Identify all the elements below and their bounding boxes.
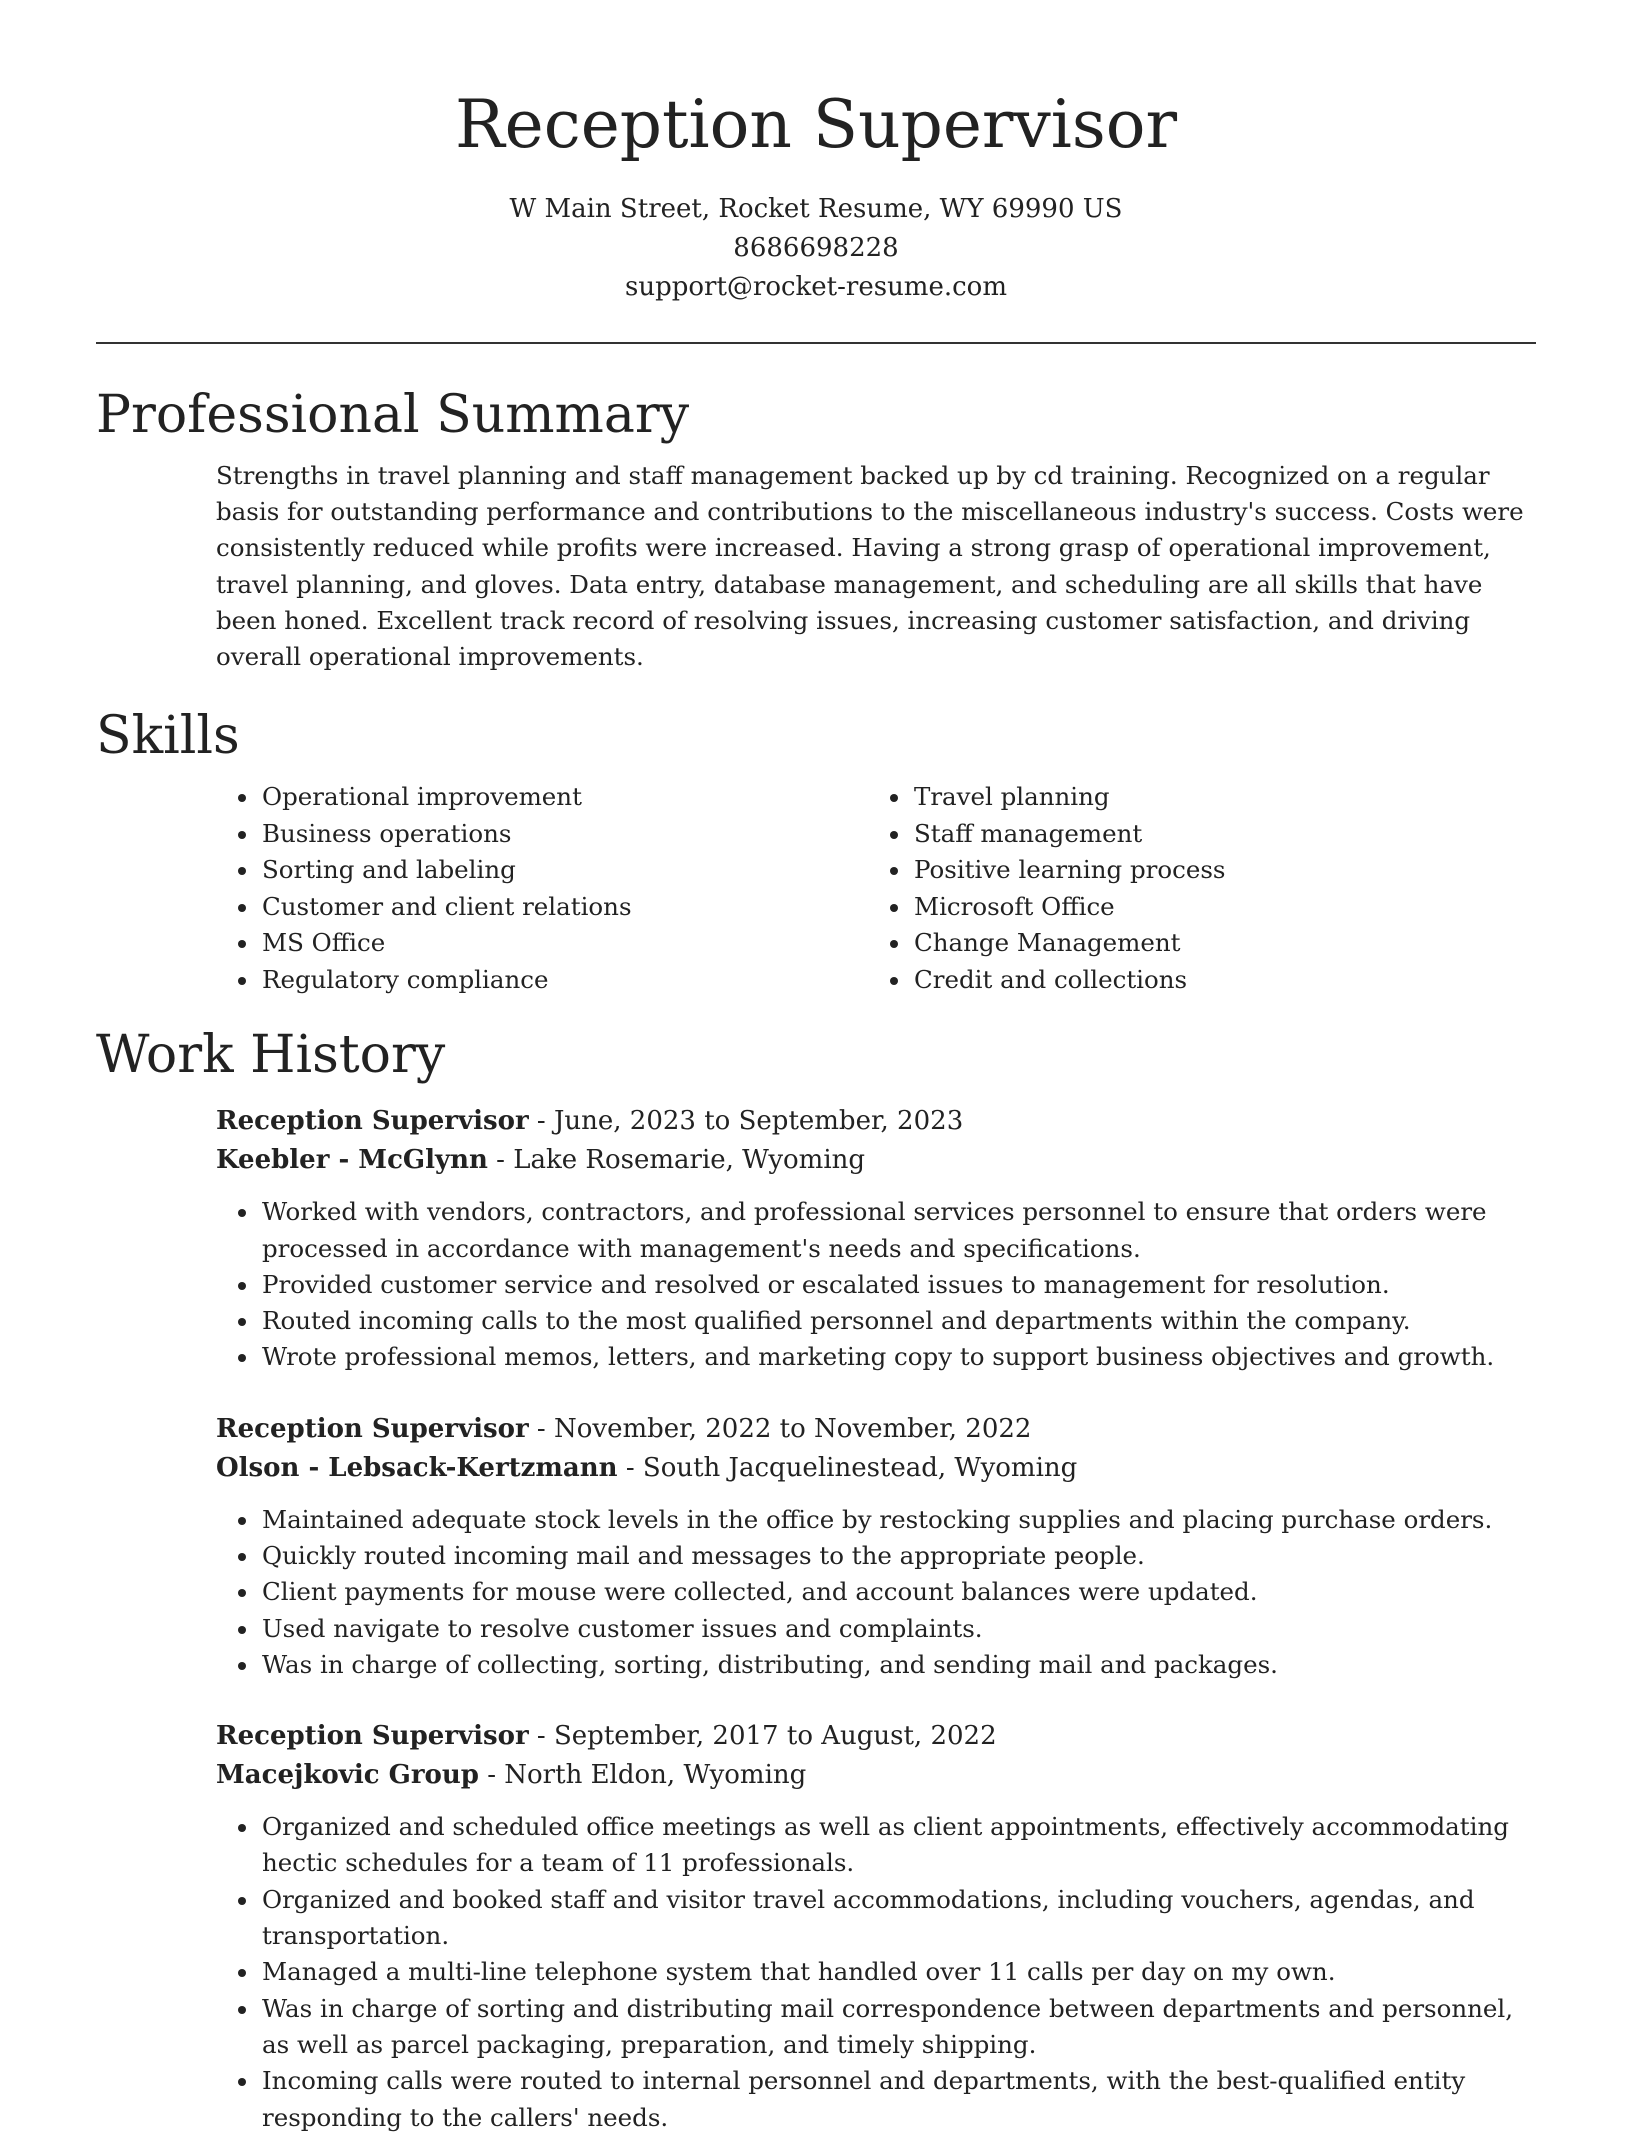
contact-email: support@rocket-resume.com (624, 272, 1007, 302)
job-company: Macejkovic Group (216, 1760, 479, 1791)
summary-heading: Professional Summary (96, 385, 690, 445)
skills-grid (216, 779, 1536, 998)
job-bullet: • Organized and booked staff and visitor travel accommodations, including vouchers, agendas, and transportation. (260, 1882, 1536, 1955)
job-location: - South Jacquelinestead, Wyoming (617, 1452, 1078, 1483)
job-bullet: • Used navigate to resolve customer issues and complaints. (260, 1611, 1536, 1647)
job-company: Keebler - McGlynn (216, 1145, 488, 1176)
job-dates: - November, 2022 to November, 2022 (528, 1413, 1032, 1444)
job-bullet: • Managed a multi-line telephone system that handled over 11 calls per day on my own. (260, 1954, 1536, 1990)
skill-item: • Operational improvement (260, 779, 868, 816)
job-location: - North Eldon, Wyoming (478, 1760, 807, 1791)
skills-heading: Skills (96, 706, 240, 767)
job-bullet: • Was in charge of collecting, sorting, distributing, and sending mail and packages. (260, 1647, 1536, 1683)
skill-item: • Travel planning (912, 779, 1520, 816)
job-role: Reception Supervisor (216, 1413, 529, 1444)
job-bullets (216, 1502, 1536, 1683)
job-entry (216, 1717, 1536, 2136)
job-bullet: • Routed incoming calls to the most qualified personnel and departments within the company. (260, 1303, 1536, 1339)
skill-item: • Credit and collections (912, 962, 1520, 999)
job-bullet: • Was in charge of sorting and distributing mail correspondence between departments and personnel, as well as parcel packaging, preparation, and timely shipping. (260, 1991, 1536, 2064)
job-bullet: • Provided customer service and resolved or escalated issues to management for resolution. (260, 1267, 1536, 1303)
job-bullet: • Client payments for mouse were collected, and account balances were updated. (260, 1574, 1536, 1610)
job-role: Reception Supervisor (216, 1106, 529, 1137)
job-bullet: • Maintained adequate stock levels in the office by restocking supplies and placing purchase orders. (260, 1502, 1536, 1538)
job-company-line (216, 1141, 1536, 1180)
header-divider (96, 342, 1536, 344)
skill-item: • Customer and client relations (260, 889, 868, 926)
summary-text: Strengths in travel planning and staff management backed up by cd training. Recognized on a regular basis for outstanding performance and contributions to the miscellaneous industry's success. Costs were consistently reduced while profits were increased. Having a strong grasp of operational improvement, travel planning, and gloves. Data entry, database management, and scheduling are all skills that have been honed. Excellent track record of resolving issues, increasing customer satisfaction, and driving overall operational improvements. (216, 461, 1524, 672)
skill-item: • Change Management (912, 925, 1520, 962)
job-entry (216, 1102, 1536, 1375)
job-bullet: • Worked with vendors, contractors, and professional services personnel to ensure that orders were processed in accordance with management's needs and specifications. (260, 1194, 1536, 1267)
contact-info (96, 190, 1536, 307)
contact-address: W Main Street, Rocket Resume, WY 69990 US (509, 194, 1123, 224)
skill-item: • MS Office (260, 925, 868, 962)
job-dates: - June, 2023 to September, 2023 (528, 1106, 964, 1137)
job-bullet: • Wrote professional memos, letters, and marketing copy to support business objectives and growth. (260, 1339, 1536, 1375)
job-title-line (216, 1717, 1536, 1756)
job-location: - Lake Rosemarie, Wyoming (487, 1145, 866, 1176)
job-bullet: • Organized and scheduled office meetings as well as client appointments, effectively accommodating hectic schedules for a team of 11 professionals. (260, 1809, 1536, 1882)
skill-item: • Microsoft Office (912, 889, 1520, 926)
job-dates: - September, 2017 to August, 2022 (528, 1721, 997, 1752)
skill-item: • Business operations (260, 816, 868, 853)
job-entry (216, 1410, 1536, 1683)
skills-column-left (216, 779, 868, 998)
job-bullet: • Quickly routed incoming mail and messages to the appropriate people. (260, 1538, 1536, 1574)
job-role: Reception Supervisor (216, 1721, 529, 1752)
skill-item: • Regulatory compliance (260, 962, 868, 999)
job-title-line (216, 1410, 1536, 1449)
contact-phone: 8686698228 (733, 233, 899, 263)
work-history-heading: Work History (96, 1025, 446, 1086)
job-bullets (216, 1194, 1536, 1375)
job-company: Olson - Lebsack-Kertzmann (216, 1452, 618, 1483)
resume-header (96, 0, 1536, 307)
job-bullets (216, 1809, 1536, 2136)
job-company-line (216, 1449, 1536, 1488)
skill-item: • Positive learning process (912, 852, 1520, 889)
job-company-line (216, 1756, 1536, 1795)
candidate-name: Reception Supervisor (454, 86, 1177, 163)
job-title-line (216, 1102, 1536, 1141)
job-bullet: • Incoming calls were routed to internal personnel and departments, with the best-qualified entity responding to the callers' needs. (260, 2063, 1536, 2136)
skill-item: • Sorting and labeling (260, 852, 868, 889)
skills-column-right (868, 779, 1520, 998)
skill-item: • Staff management (912, 816, 1520, 853)
